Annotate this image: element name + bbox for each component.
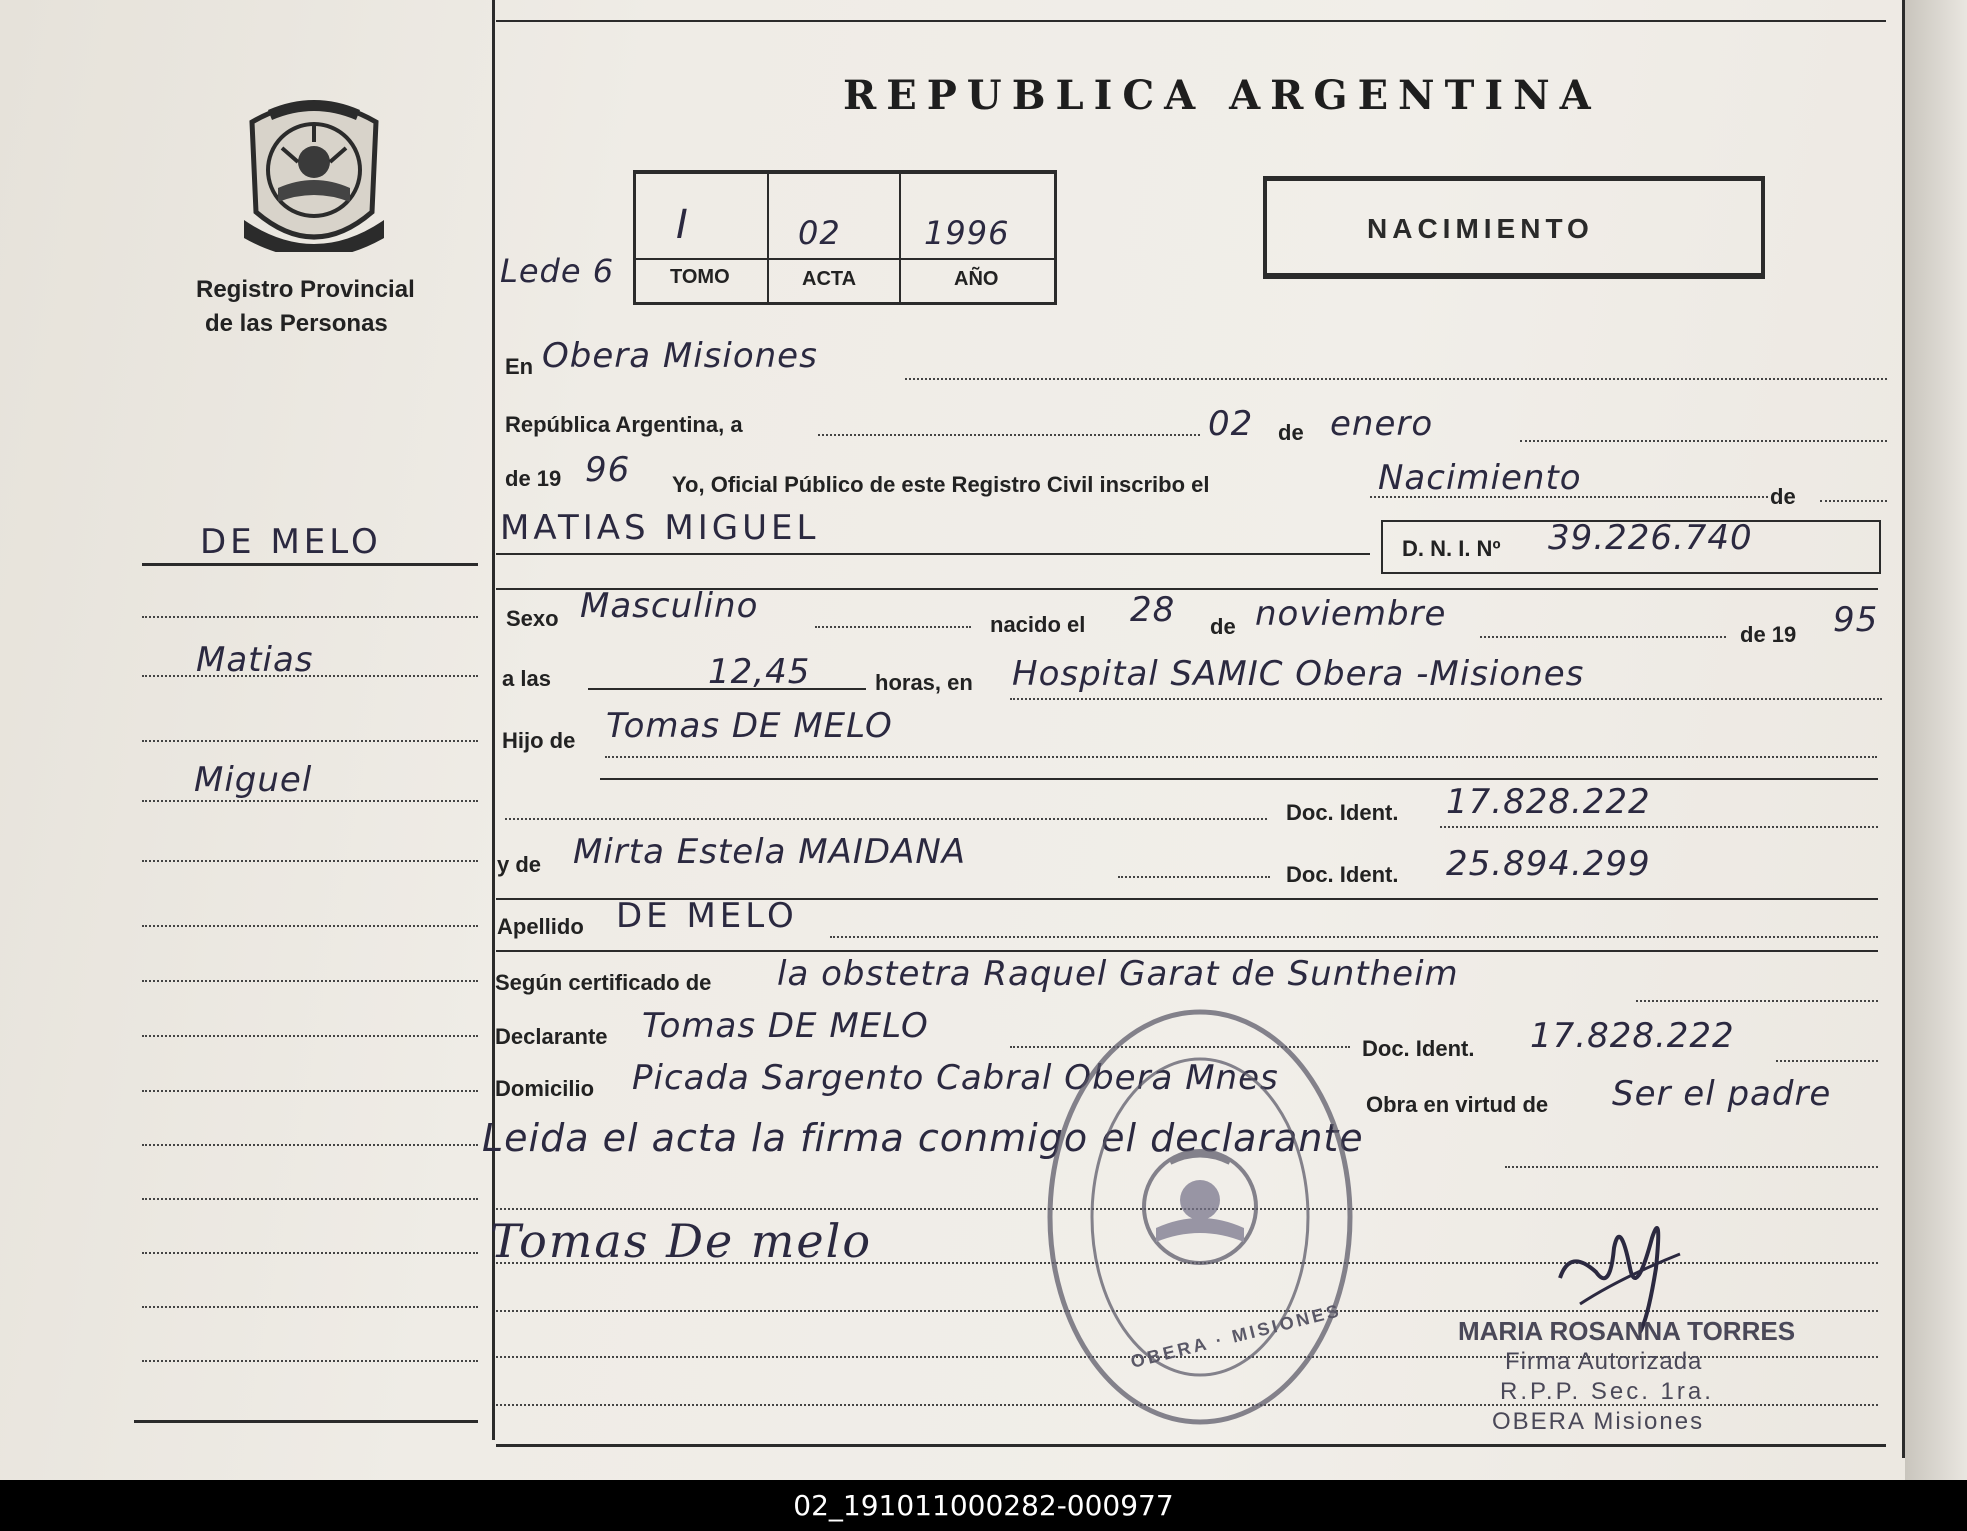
mother-line	[1118, 876, 1270, 878]
margin-rule	[142, 740, 478, 742]
act-type-box	[1263, 176, 1765, 279]
year-value: 96	[585, 450, 631, 490]
en-value: Obera Misiones	[542, 336, 818, 376]
person-name: MATIAS MIGUEL	[500, 508, 820, 548]
act-type-label: NACIMIENTO	[1367, 213, 1594, 244]
margin-rule	[142, 1035, 478, 1037]
margin-rule	[142, 1090, 478, 1092]
margin-rule	[142, 1306, 478, 1308]
apellido-line	[830, 936, 1878, 938]
official-section: R.P.P. Sec. 1ra.	[1500, 1378, 1714, 1405]
register-divider	[767, 174, 769, 302]
leida-line	[1505, 1166, 1878, 1168]
father-line	[605, 756, 1877, 758]
register-divider	[899, 174, 901, 302]
obra-label: Obra en virtud de	[1366, 1092, 1549, 1117]
person-name-line	[496, 553, 1370, 555]
registry-round-stamp-icon	[1040, 1002, 1360, 1432]
margin-rule	[142, 1144, 478, 1146]
tomo-label: TOMO	[670, 266, 730, 288]
official-title: Firma Autorizada	[1505, 1348, 1703, 1375]
margin-rule	[134, 1420, 478, 1423]
mother-doc: 25.894.299	[1446, 844, 1651, 884]
declarante-doc: 17.828.222	[1530, 1016, 1735, 1056]
birth-place: Hospital SAMIC Obera -Misiones	[1012, 654, 1585, 694]
margin-rule	[142, 1360, 478, 1362]
inscribo-value: Nacimiento	[1378, 458, 1582, 498]
margin-rule	[142, 1198, 478, 1200]
declarante-label: Declarante	[495, 1024, 608, 1049]
alas-label: a las	[502, 666, 551, 691]
acta-value: 02	[798, 214, 841, 252]
father-doc-line	[1440, 826, 1878, 828]
father-extra-line	[505, 818, 1267, 820]
margin-name-1: Matias	[196, 640, 314, 680]
segun-label: Según certificado de	[495, 970, 712, 995]
obra-value: Ser el padre	[1612, 1074, 1832, 1114]
doc-label-2: Doc. Ident.	[1286, 862, 1399, 887]
side-note: Lede 6	[500, 252, 615, 290]
registry-title-line2: de las Personas	[205, 310, 388, 337]
declarante-value: Tomas DE MELO	[642, 1006, 929, 1046]
birth-month: noviembre	[1255, 594, 1447, 634]
anio-label: AÑO	[954, 268, 999, 290]
dni-value: 39.226.740	[1548, 518, 1753, 558]
sexo-line	[815, 626, 971, 628]
hijo-label: Hijo de	[502, 728, 576, 753]
sexo-label: Sexo	[506, 606, 559, 631]
register-box	[633, 170, 1057, 305]
republica-label: República Argentina, a	[505, 412, 743, 437]
registry-title-line1: Registro Provincial	[196, 276, 415, 303]
de19-label-2: de 19	[1740, 622, 1797, 647]
margin-rule	[142, 616, 478, 618]
margin-rule	[142, 563, 478, 566]
inscribo-line	[1370, 496, 1768, 498]
bottom-rule	[496, 1444, 1886, 1447]
margin-name-2: Miguel	[194, 760, 313, 800]
segun-line	[1636, 1000, 1878, 1002]
day-value: 02	[1208, 404, 1254, 444]
de-line	[1820, 500, 1887, 502]
row-rule	[496, 950, 1878, 952]
round-stamp-inner-text: OBERA · MISIONES	[1128, 1300, 1344, 1372]
en-line	[905, 378, 1887, 380]
margin-rule	[142, 800, 478, 802]
father-name: Tomas DE MELO	[606, 706, 893, 746]
de-label: de	[1278, 420, 1304, 445]
leida-text: Leida el acta la firma conmigo el declarante	[482, 1116, 1364, 1160]
page-edge	[1905, 0, 1967, 1480]
domicilio-label: Domicilio	[495, 1076, 595, 1101]
horas-label: horas, en	[875, 670, 973, 695]
de-label-2: de	[1770, 484, 1796, 509]
father-doc: 17.828.222	[1446, 782, 1651, 822]
doc-label: Doc. Ident.	[1286, 800, 1399, 825]
province-seal-icon	[238, 92, 390, 252]
acta-label: ACTA	[802, 268, 857, 290]
nacido-label: nacido el	[990, 612, 1086, 637]
margin-rule	[142, 925, 478, 927]
declarante-doc-line	[1776, 1060, 1878, 1062]
birth-year: 95	[1833, 600, 1879, 640]
birth-month-line	[1480, 636, 1726, 638]
apellido-value: DE MELO	[616, 896, 798, 936]
month-line	[1520, 440, 1887, 442]
margin-rule	[142, 675, 478, 677]
anio-value: 1996	[924, 214, 1010, 252]
margin-rule	[142, 980, 478, 982]
day-line	[818, 434, 1200, 436]
inscribo-label: Yo, Oficial Público de este Registro Civil inscribo el	[672, 472, 1210, 497]
dni-label: D. N. I. Nº	[1402, 536, 1501, 561]
apellido-label: Apellido	[497, 914, 584, 939]
official-name: MARIA ROSANNA TORRES	[1458, 1316, 1796, 1346]
margin-rule	[142, 1252, 478, 1254]
mother-name: Mirta Estela MAIDANA	[573, 832, 967, 872]
birth-day: 28	[1130, 590, 1176, 630]
domicilio-value: Picada Sargento Cabral Obera Mnes	[632, 1058, 1279, 1098]
en-label: En	[505, 354, 534, 379]
tomo-value: I	[676, 202, 689, 248]
month-value: enero	[1330, 404, 1434, 444]
de-label-3: de	[1210, 614, 1236, 639]
doc-label-3: Doc. Ident.	[1362, 1036, 1475, 1061]
birth-time: 12,45	[708, 652, 811, 692]
register-rule	[636, 258, 1054, 260]
yde-label: y de	[497, 852, 542, 877]
official-location: OBERA Misiones	[1492, 1408, 1705, 1435]
row-rule	[600, 778, 1878, 780]
sexo-value: Masculino	[580, 586, 759, 626]
segun-value: la obstetra Raquel Garat de Suntheim	[777, 954, 1459, 994]
country-title: REPUBLICA ARGENTINA	[843, 72, 1601, 119]
de19-label: de 19	[505, 466, 562, 491]
scan-id-footer: 02_191011000282-000977	[0, 1480, 1967, 1531]
declarant-signature: Tomas De melo	[490, 1214, 873, 1268]
margin-rule	[142, 860, 478, 862]
top-rule	[496, 20, 1886, 22]
margin-surname: DE MELO	[200, 522, 382, 562]
birth-place-line	[1010, 698, 1882, 700]
